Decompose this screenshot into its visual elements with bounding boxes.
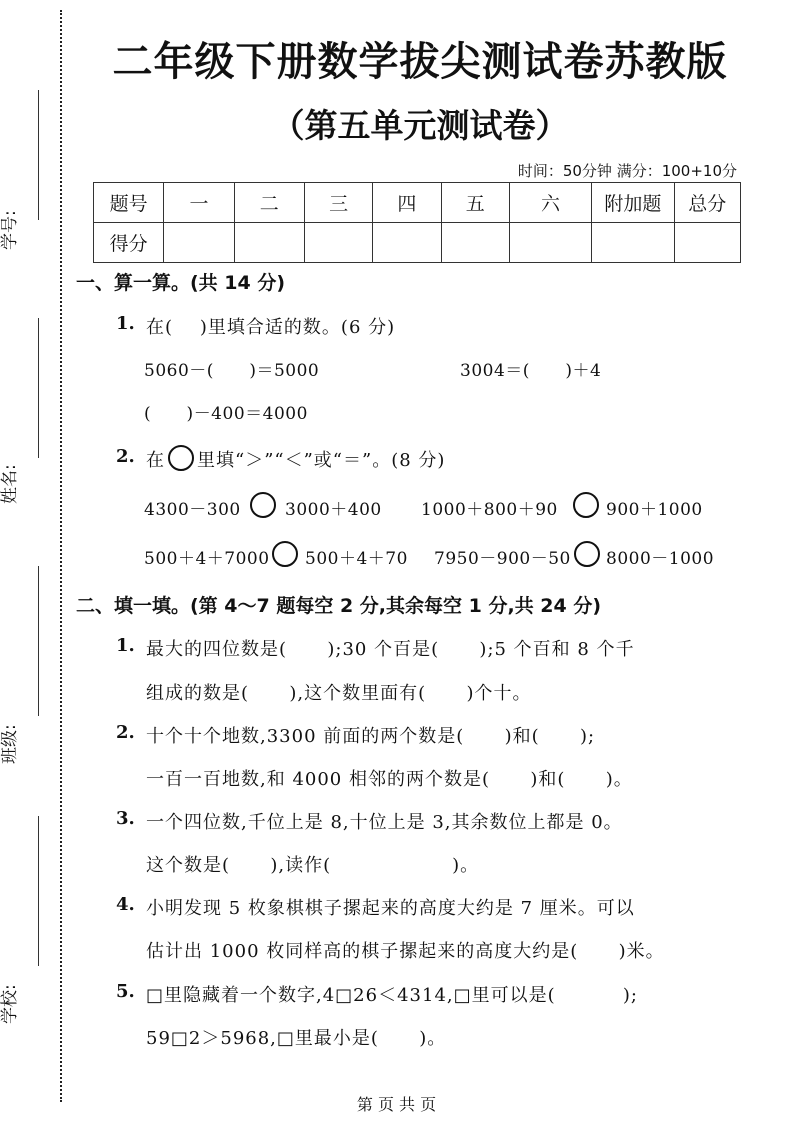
class-label: 班级: bbox=[0, 724, 20, 764]
class-blank[interactable] bbox=[38, 566, 39, 716]
question-prompt-start: 在 bbox=[146, 450, 165, 471]
section2-heading: 二、填一填。(第 4～7 题每空 2 分,其余每空 1 分,共 24 分) bbox=[76, 595, 602, 617]
name-field[interactable] bbox=[0, 318, 46, 518]
score-cell[interactable] bbox=[674, 223, 740, 263]
circle-icon bbox=[168, 445, 194, 471]
score-header-cell: 总分 bbox=[674, 183, 740, 223]
question-number: 4. bbox=[116, 894, 135, 915]
question-number: 5. bbox=[116, 981, 135, 1002]
compare-left: 4300－300 bbox=[144, 500, 241, 520]
compare-circle[interactable] bbox=[574, 541, 600, 567]
fill-item[interactable]: 5060－( )＝5000 bbox=[144, 361, 320, 381]
student-number-label: 学号: bbox=[0, 210, 20, 250]
question-line: 最大的四位数是( );30 个百是( );5 个百和 8 个千 bbox=[146, 639, 635, 660]
class-field[interactable] bbox=[0, 566, 46, 786]
question-line: 小明发现 5 枚象棋棋子摞起来的高度大约是 7 厘米。可以 bbox=[146, 898, 635, 919]
fill-item[interactable]: 3004＝( )＋4 bbox=[460, 361, 602, 381]
question-line: 估计出 1000 枚同样高的棋子摞起来的高度大约是( )米。 bbox=[146, 941, 665, 962]
score-table-score-row bbox=[94, 223, 741, 263]
score-header-cell: 一 bbox=[164, 183, 234, 223]
question-prompt-end: 里填“＞”“＜”或“＝”。(8 分) bbox=[197, 450, 446, 471]
score-cell[interactable] bbox=[441, 223, 509, 263]
compare-right: 900＋1000 bbox=[606, 500, 703, 520]
page-title: 二年级下册数学拔尖测试卷苏教版 bbox=[112, 39, 728, 85]
student-number-field[interactable] bbox=[0, 90, 46, 270]
question-line: 组成的数是( ),这个数里面有( )个十。 bbox=[146, 683, 532, 704]
section1-heading: 一、算一算。(共 14 分) bbox=[76, 272, 286, 294]
school-field[interactable] bbox=[0, 816, 46, 1046]
question-line: 十个十个地数,3300 前面的两个数是( )和( ); bbox=[146, 726, 596, 747]
compare-circle[interactable] bbox=[272, 541, 298, 567]
binding-dashed-line bbox=[60, 10, 62, 1102]
question-number: 3. bbox=[116, 808, 135, 829]
score-cell[interactable] bbox=[509, 223, 591, 263]
score-cell[interactable] bbox=[304, 223, 372, 263]
score-header-cell: 四 bbox=[373, 183, 441, 223]
score-header-cell: 附加题 bbox=[592, 183, 674, 223]
name-blank[interactable] bbox=[38, 318, 39, 458]
compare-left: 500＋4＋7000 bbox=[144, 549, 270, 569]
score-header-cell: 六 bbox=[509, 183, 591, 223]
question-prompt: 在( )里填合适的数。(6 分) bbox=[146, 317, 396, 338]
score-cell[interactable] bbox=[234, 223, 304, 263]
school-blank[interactable] bbox=[38, 816, 39, 966]
exam-meta: 时间：50分钟 满分：100+10分 bbox=[517, 162, 737, 180]
page-footer: 第 页 共 页 bbox=[356, 1095, 437, 1114]
question-number: 2. bbox=[116, 446, 135, 467]
fill-item[interactable]: ( )－400＝4000 bbox=[144, 404, 308, 424]
score-cell[interactable] bbox=[592, 223, 674, 263]
question-line: 一个四位数,千位上是 8,十位上是 3,其余数位上都是 0。 bbox=[146, 812, 623, 833]
score-cell[interactable] bbox=[373, 223, 441, 263]
compare-circle[interactable] bbox=[250, 492, 276, 518]
score-table-header-row bbox=[94, 183, 741, 223]
score-header-cell: 五 bbox=[441, 183, 509, 223]
compare-right: 500＋4＋70 bbox=[305, 549, 408, 569]
compare-left: 1000＋800＋90 bbox=[421, 500, 558, 520]
score-header-cell: 二 bbox=[234, 183, 304, 223]
score-header-cell: 三 bbox=[304, 183, 372, 223]
question-number: 1. bbox=[116, 313, 135, 334]
compare-left: 7950－900－50 bbox=[434, 549, 571, 569]
score-table bbox=[93, 182, 741, 263]
question-line: 59□2＞5968,□里最小是( )。 bbox=[146, 1028, 447, 1049]
question-number: 1. bbox=[116, 635, 135, 656]
score-cell[interactable] bbox=[164, 223, 234, 263]
question-line: □里隐藏着一个数字,4□26＜4314,□里可以是( ); bbox=[146, 985, 638, 1006]
question-line: 一百一百地数,和 4000 相邻的两个数是( )和( )。 bbox=[146, 769, 633, 790]
question-line: 这个数是( ),读作( )。 bbox=[146, 855, 480, 876]
page-subtitle: （第五单元测试卷） bbox=[271, 106, 569, 145]
name-label: 姓名: bbox=[0, 464, 20, 504]
student-number-blank[interactable] bbox=[38, 90, 39, 220]
question-number: 2. bbox=[116, 722, 135, 743]
compare-right: 3000＋400 bbox=[285, 500, 382, 520]
school-label: 学校: bbox=[0, 984, 20, 1024]
compare-right: 8000－1000 bbox=[606, 549, 715, 569]
score-row-label: 得分 bbox=[94, 223, 164, 263]
score-header-cell: 题号 bbox=[94, 183, 164, 223]
compare-circle[interactable] bbox=[573, 492, 599, 518]
